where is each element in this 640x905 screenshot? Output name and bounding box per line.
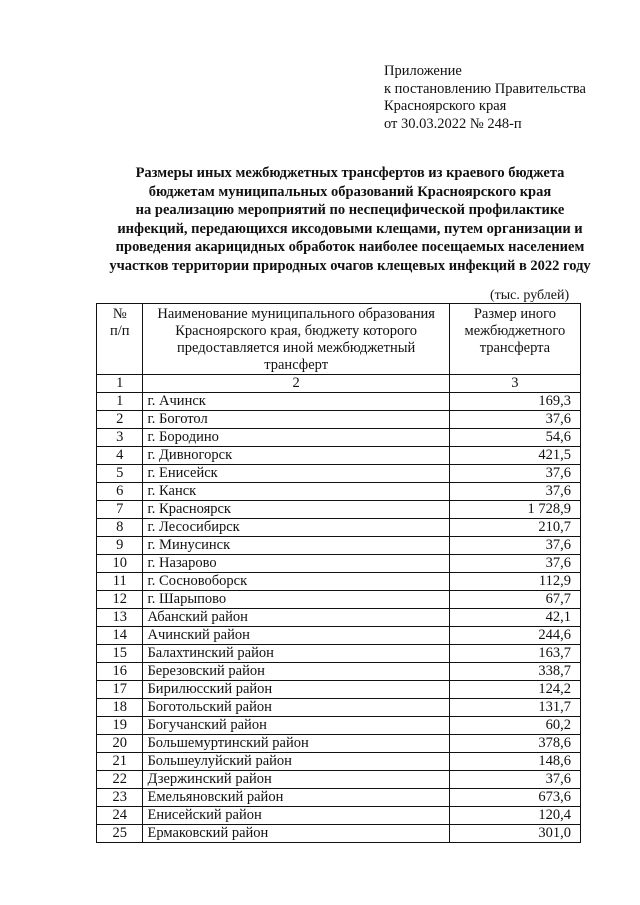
municipality-name: Абанский район [143, 609, 449, 627]
municipality-name: Березовский район [143, 663, 449, 681]
column-number: 2 [143, 375, 449, 393]
units-label: (тыс. рублей) [490, 288, 570, 303]
transfer-amount: 42,1 [449, 609, 580, 627]
header-text: Красноярского края, бюджету которого [175, 323, 418, 339]
transfer-amount: 37,6 [449, 537, 580, 555]
transfer-amount: 37,6 [449, 465, 580, 483]
table-row [97, 627, 581, 645]
table-row [97, 447, 581, 465]
municipality-name: г. Дивногорск [143, 447, 449, 465]
column-number: 3 [449, 375, 580, 393]
table-row [97, 519, 581, 537]
table-row [97, 483, 581, 501]
municipality-name: г. Сосновоборск [143, 573, 449, 591]
table-row [97, 609, 581, 627]
table-row [97, 825, 581, 843]
transfer-amount: 37,6 [449, 411, 580, 429]
transfer-amount: 37,6 [449, 555, 580, 573]
row-number: 6 [97, 483, 143, 501]
table-row [97, 789, 581, 807]
header-text: предоставляется иной межбюджетный [177, 340, 416, 356]
municipality-name: г. Енисейск [143, 465, 449, 483]
transfer-amount: 124,2 [449, 681, 580, 699]
municipality-name: Бирилюсский район [143, 681, 449, 699]
municipality-name: Большемуртинский район [143, 735, 449, 753]
table-row [97, 681, 581, 699]
transfer-amount: 131,7 [449, 699, 580, 717]
row-number: 4 [97, 447, 143, 465]
title-line: проведения акарицидных обработок наиболее посещаемых населением [115, 239, 585, 255]
table-row [97, 411, 581, 429]
header-number [97, 304, 143, 375]
document-title [90, 164, 610, 275]
header-text: Наименование муниципального образования [157, 306, 435, 322]
row-number: 20 [97, 735, 143, 753]
row-number: 23 [97, 789, 143, 807]
row-number: 17 [97, 681, 143, 699]
header-municipality [143, 304, 449, 375]
header-text: п/п [109, 323, 130, 339]
table-row [97, 663, 581, 681]
row-number: 7 [97, 501, 143, 519]
table-row [97, 465, 581, 483]
row-number: 12 [97, 591, 143, 609]
row-number: 9 [97, 537, 143, 555]
table-row [97, 537, 581, 555]
row-number: 24 [97, 807, 143, 825]
table-row [97, 645, 581, 663]
row-number: 1 [97, 393, 143, 411]
transfer-amount: 301,0 [449, 825, 580, 843]
column-number-row [97, 375, 581, 393]
appendix-line: от 30.03.2022 № 248-п [384, 115, 522, 132]
transfer-amount: 210,7 [449, 519, 580, 537]
header-text: № [112, 306, 127, 322]
row-number: 13 [97, 609, 143, 627]
title-line: Размеры иных межбюджетных трансфертов из краевого бюджета [135, 165, 565, 181]
table-row [97, 555, 581, 573]
row-number: 18 [97, 699, 143, 717]
title-line: инфекций, передающихся иксодовыми клещами, путем организации и [117, 220, 583, 237]
table-row [97, 753, 581, 771]
title-line: на реализацию мероприятий по неспецифической профилактике [135, 202, 565, 218]
municipality-name: г. Минусинск [143, 537, 449, 555]
municipality-name: г. Бородино [143, 429, 449, 447]
table-row [97, 591, 581, 609]
municipality-name: г. Красноярск [143, 501, 449, 519]
transfer-amount: 60,2 [449, 717, 580, 735]
row-number: 2 [97, 411, 143, 429]
row-number: 5 [97, 465, 143, 483]
table-row [97, 573, 581, 591]
transfer-amount: 673,6 [449, 789, 580, 807]
row-number: 22 [97, 771, 143, 789]
row-number: 25 [97, 825, 143, 843]
row-number: 19 [97, 717, 143, 735]
municipality-name: Енисейский район [143, 807, 449, 825]
transfer-amount: 54,6 [449, 429, 580, 447]
header-text: трансферта [479, 340, 551, 356]
appendix-line: Приложение [384, 63, 462, 79]
appendix-block [384, 63, 586, 133]
municipality-name: г. Лесосибирск [143, 519, 449, 537]
row-number: 10 [97, 555, 143, 573]
municipality-name: Ермаковский район [143, 825, 449, 843]
transfer-amount: 378,6 [449, 735, 580, 753]
table-row [97, 429, 581, 447]
row-number: 8 [97, 519, 143, 537]
municipality-name: Богучанский район [143, 717, 449, 735]
transfer-amount: 37,6 [449, 483, 580, 501]
transfer-amount: 169,3 [449, 393, 580, 411]
municipality-name: г. Боготол [143, 411, 449, 429]
title-line: участков территории природных очагов клещевых инфекций в 2022 году [109, 257, 591, 274]
transfer-amount: 421,5 [449, 447, 580, 465]
appendix-line: к постановлению Правительства [384, 80, 586, 97]
transfer-amount: 37,6 [449, 771, 580, 789]
table-row [97, 735, 581, 753]
transfer-amount: 244,6 [449, 627, 580, 645]
table-row [97, 501, 581, 519]
appendix-line: Красноярского края [384, 98, 507, 114]
transfer-amount: 338,7 [449, 663, 580, 681]
row-number: 21 [97, 753, 143, 771]
header-amount [449, 304, 580, 375]
table-row [97, 717, 581, 735]
header-text: трансферт [264, 357, 329, 373]
municipality-name: г. Назарово [143, 555, 449, 573]
header-text: межбюджетного [464, 323, 566, 339]
municipality-name: г. Ачинск [143, 393, 449, 411]
table-row [97, 699, 581, 717]
transfer-amount: 67,7 [449, 591, 580, 609]
table-row [97, 393, 581, 411]
transfer-amount: 163,7 [449, 645, 580, 663]
column-number: 1 [97, 375, 143, 393]
row-number: 14 [97, 627, 143, 645]
table-header-row [97, 304, 581, 375]
table-row [97, 807, 581, 825]
municipality-name: Большеулуйский район [143, 753, 449, 771]
transfer-amount: 120,4 [449, 807, 580, 825]
municipality-name: Емельяновский район [143, 789, 449, 807]
municipality-name: г. Шарыпово [143, 591, 449, 609]
header-text: Размер иного [473, 306, 556, 322]
municipality-name: Дзержинский район [143, 771, 449, 789]
municipality-name: г. Канск [143, 483, 449, 501]
table-row [97, 771, 581, 789]
transfers-table [96, 303, 581, 843]
row-number: 3 [97, 429, 143, 447]
transfer-amount: 112,9 [449, 573, 580, 591]
transfer-amount: 148,6 [449, 753, 580, 771]
municipality-name: Ачинский район [143, 627, 449, 645]
row-number: 11 [97, 573, 143, 591]
row-number: 15 [97, 645, 143, 663]
title-line: бюджетам муниципальных образований Красноярского края [148, 183, 552, 200]
municipality-name: Боготольский район [143, 699, 449, 717]
transfer-amount: 1 728,9 [449, 501, 580, 519]
municipality-name: Балахтинский район [143, 645, 449, 663]
row-number: 16 [97, 663, 143, 681]
